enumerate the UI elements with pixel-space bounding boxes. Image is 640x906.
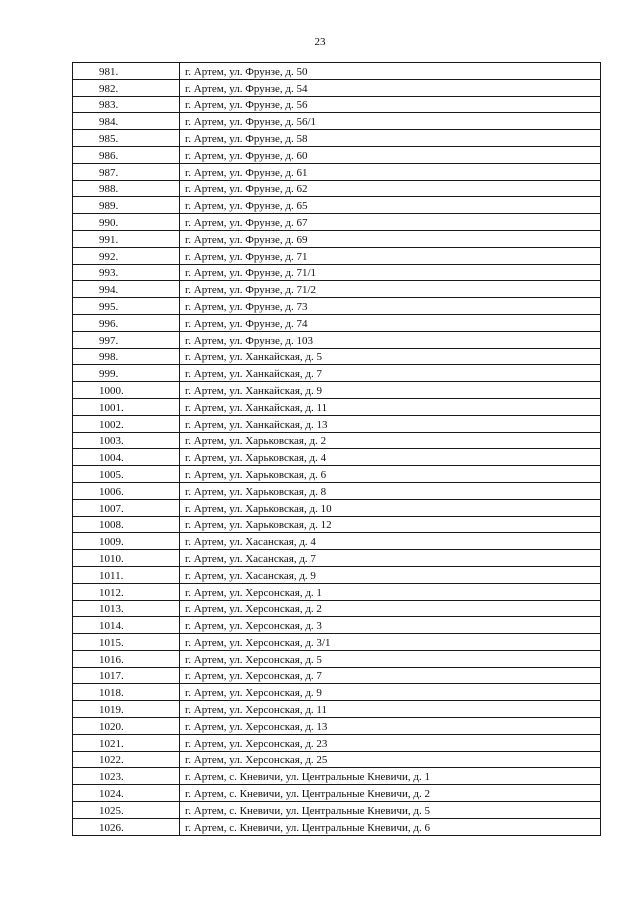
address-cell: г. Артем, ул. Херсонская, д. 25 <box>180 751 601 768</box>
row-number-cell: 1019. <box>73 701 180 718</box>
row-number-cell: 994. <box>73 281 180 298</box>
address-cell: г. Артем, ул. Харьковская, д. 10 <box>180 499 601 516</box>
address-cell: г. Артем, ул. Фрунзе, д. 73 <box>180 298 601 315</box>
address-cell: г. Артем, ул. Фрунзе, д. 60 <box>180 146 601 163</box>
address-cell: г. Артем, ул. Херсонская, д. 5 <box>180 650 601 667</box>
table-row <box>73 214 601 231</box>
table-row <box>73 331 601 348</box>
address-table-body <box>73 63 601 836</box>
address-cell: г. Артем, ул. Харьковская, д. 12 <box>180 516 601 533</box>
row-number-cell: 993. <box>73 264 180 281</box>
table-row <box>73 600 601 617</box>
table-row <box>73 415 601 432</box>
table-row <box>73 718 601 735</box>
row-number-cell: 1026. <box>73 818 180 835</box>
table-row <box>73 499 601 516</box>
address-cell: г. Артем, ул. Фрунзе, д. 62 <box>180 180 601 197</box>
table-row <box>73 667 601 684</box>
address-cell: г. Артем, с. Кневичи, ул. Центральные Кневичи, д. 1 <box>180 768 601 785</box>
row-number-cell: 1016. <box>73 650 180 667</box>
address-table <box>72 62 601 836</box>
table-row <box>73 634 601 651</box>
table-row <box>73 281 601 298</box>
row-number-cell: 1025. <box>73 802 180 819</box>
address-cell: г. Артем, ул. Фрунзе, д. 56 <box>180 96 601 113</box>
row-number-cell: 982. <box>73 79 180 96</box>
row-number-cell: 991. <box>73 230 180 247</box>
table-row <box>73 583 601 600</box>
row-number-cell: 1007. <box>73 499 180 516</box>
row-number-cell: 1004. <box>73 449 180 466</box>
address-cell: г. Артем, ул. Фрунзе, д. 61 <box>180 163 601 180</box>
table-row <box>73 432 601 449</box>
table-row <box>73 533 601 550</box>
row-number-cell: 1020. <box>73 718 180 735</box>
address-cell: г. Артем, ул. Ханкайская, д. 13 <box>180 415 601 432</box>
table-row <box>73 751 601 768</box>
address-cell: г. Артем, ул. Ханкайская, д. 5 <box>180 348 601 365</box>
table-row <box>73 466 601 483</box>
row-number-cell: 1018. <box>73 684 180 701</box>
row-number-cell: 984. <box>73 113 180 130</box>
address-cell: г. Артем, ул. Харьковская, д. 6 <box>180 466 601 483</box>
address-cell: г. Артем, ул. Фрунзе, д. 50 <box>180 63 601 80</box>
address-cell: г. Артем, ул. Харьковская, д. 4 <box>180 449 601 466</box>
address-cell: г. Артем, ул. Херсонская, д. 1 <box>180 583 601 600</box>
address-cell: г. Артем, ул. Хасанская, д. 7 <box>180 550 601 567</box>
table-row <box>73 684 601 701</box>
row-number-cell: 999. <box>73 365 180 382</box>
row-number-cell: 985. <box>73 130 180 147</box>
table-row <box>73 63 601 80</box>
row-number-cell: 1023. <box>73 768 180 785</box>
address-cell: г. Артем, с. Кневичи, ул. Центральные Кневичи, д. 2 <box>180 785 601 802</box>
row-number-cell: 981. <box>73 63 180 80</box>
table-row <box>73 449 601 466</box>
row-number-cell: 1010. <box>73 550 180 567</box>
address-cell: г. Артем, ул. Фрунзе, д. 58 <box>180 130 601 147</box>
table-row <box>73 298 601 315</box>
address-cell: г. Артем, ул. Фрунзе, д. 71/1 <box>180 264 601 281</box>
table-row <box>73 818 601 835</box>
address-cell: г. Артем, ул. Ханкайская, д. 11 <box>180 398 601 415</box>
table-row <box>73 113 601 130</box>
table-row <box>73 516 601 533</box>
row-number-cell: 992. <box>73 247 180 264</box>
row-number-cell: 1011. <box>73 566 180 583</box>
address-cell: г. Артем, ул. Херсонская, д. 11 <box>180 701 601 718</box>
table-row <box>73 550 601 567</box>
table-row <box>73 146 601 163</box>
table-row <box>73 180 601 197</box>
table-row <box>73 566 601 583</box>
row-number-cell: 1006. <box>73 482 180 499</box>
table-row <box>73 734 601 751</box>
row-number-cell: 1017. <box>73 667 180 684</box>
address-cell: г. Артем, ул. Фрунзе, д. 67 <box>180 214 601 231</box>
row-number-cell: 1021. <box>73 734 180 751</box>
row-number-cell: 1008. <box>73 516 180 533</box>
address-cell: г. Артем, ул. Херсонская, д. 13 <box>180 718 601 735</box>
page-number: 23 <box>314 36 326 48</box>
table-row <box>73 264 601 281</box>
address-cell: г. Артем, ул. Фрунзе, д. 71 <box>180 247 601 264</box>
address-cell: г. Артем, ул. Харьковская, д. 8 <box>180 482 601 499</box>
row-number-cell: 1003. <box>73 432 180 449</box>
table-row <box>73 650 601 667</box>
row-number-cell: 1002. <box>73 415 180 432</box>
address-cell: г. Артем, ул. Херсонская, д. 23 <box>180 734 601 751</box>
address-cell: г. Артем, ул. Ханкайская, д. 7 <box>180 365 601 382</box>
table-row <box>73 96 601 113</box>
table-row <box>73 348 601 365</box>
table-row <box>73 365 601 382</box>
row-number-cell: 1001. <box>73 398 180 415</box>
table-row <box>73 785 601 802</box>
row-number-cell: 998. <box>73 348 180 365</box>
address-cell: г. Артем, ул. Херсонская, д. 3/1 <box>180 634 601 651</box>
row-number-cell: 986. <box>73 146 180 163</box>
table-row <box>73 130 601 147</box>
address-cell: г. Артем, ул. Херсонская, д. 3 <box>180 617 601 634</box>
address-cell: г. Артем, ул. Фрунзе, д. 56/1 <box>180 113 601 130</box>
address-cell: г. Артем, с. Кневичи, ул. Центральные Кневичи, д. 5 <box>180 802 601 819</box>
table-row <box>73 197 601 214</box>
address-cell: г. Артем, ул. Фрунзе, д. 69 <box>180 230 601 247</box>
table-row <box>73 701 601 718</box>
address-cell: г. Артем, ул. Фрунзе, д. 74 <box>180 314 601 331</box>
row-number-cell: 1015. <box>73 634 180 651</box>
address-cell: г. Артем, ул. Фрунзе, д. 54 <box>180 79 601 96</box>
address-cell: г. Артем, ул. Хасанская, д. 4 <box>180 533 601 550</box>
address-cell: г. Артем, с. Кневичи, ул. Центральные Кневичи, д. 6 <box>180 818 601 835</box>
row-number-cell: 1022. <box>73 751 180 768</box>
address-cell: г. Артем, ул. Ханкайская, д. 9 <box>180 382 601 399</box>
row-number-cell: 1012. <box>73 583 180 600</box>
row-number-cell: 1000. <box>73 382 180 399</box>
address-cell: г. Артем, ул. Харьковская, д. 2 <box>180 432 601 449</box>
table-row <box>73 247 601 264</box>
row-number-cell: 983. <box>73 96 180 113</box>
table-row <box>73 398 601 415</box>
row-number-cell: 988. <box>73 180 180 197</box>
table-row <box>73 230 601 247</box>
row-number-cell: 995. <box>73 298 180 315</box>
row-number-cell: 989. <box>73 197 180 214</box>
row-number-cell: 1009. <box>73 533 180 550</box>
table-row <box>73 314 601 331</box>
row-number-cell: 1005. <box>73 466 180 483</box>
row-number-cell: 996. <box>73 314 180 331</box>
table-row <box>73 802 601 819</box>
table-row <box>73 382 601 399</box>
row-number-cell: 990. <box>73 214 180 231</box>
row-number-cell: 997. <box>73 331 180 348</box>
address-cell: г. Артем, ул. Херсонская, д. 2 <box>180 600 601 617</box>
address-cell: г. Артем, ул. Фрунзе, д. 103 <box>180 331 601 348</box>
table-row <box>73 482 601 499</box>
table-row <box>73 768 601 785</box>
address-cell: г. Артем, ул. Фрунзе, д. 71/2 <box>180 281 601 298</box>
table-row <box>73 79 601 96</box>
table-row <box>73 617 601 634</box>
row-number-cell: 1013. <box>73 600 180 617</box>
row-number-cell: 987. <box>73 163 180 180</box>
row-number-cell: 1014. <box>73 617 180 634</box>
address-cell: г. Артем, ул. Херсонская, д. 9 <box>180 684 601 701</box>
row-number-cell: 1024. <box>73 785 180 802</box>
address-cell: г. Артем, ул. Хасанская, д. 9 <box>180 566 601 583</box>
address-cell: г. Артем, ул. Фрунзе, д. 65 <box>180 197 601 214</box>
address-cell: г. Артем, ул. Херсонская, д. 7 <box>180 667 601 684</box>
table-row <box>73 163 601 180</box>
